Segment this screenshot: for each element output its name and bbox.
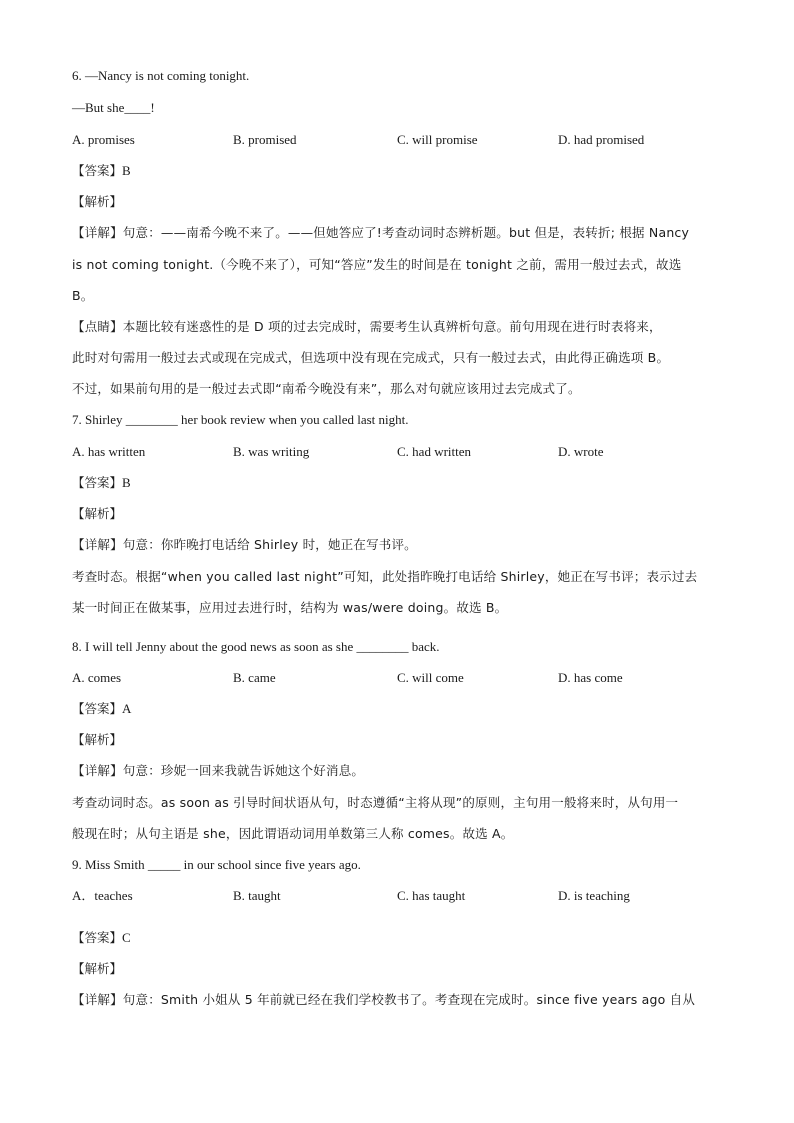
q6-answer: B: [122, 163, 131, 178]
q7-option-c: C. had written: [397, 444, 472, 459]
q8-answer: A: [122, 701, 132, 716]
q8-analysis-label: 【解析】: [72, 732, 123, 747]
q6-answer-label: 【答案】: [72, 163, 123, 178]
q7-detail-line-3: 某一时间正在做某事，应用过去进行时，结构为 was/were doing。故选 B。: [72, 600, 508, 615]
q6-note-line-2: 此时对句需用一般过去式或现在完成式，但选项中没有现在完成式，只有一般过去式，由此得正确选项 B。: [72, 350, 670, 365]
q9-option-a: A．teaches: [72, 888, 133, 903]
q9-answer-label: 【答案】: [72, 930, 123, 945]
q7-answer: B: [122, 475, 131, 490]
q6-stem-reply: —But she____!: [72, 100, 155, 115]
q6-analysis-label: 【解析】: [72, 194, 123, 209]
q7-detail-line-2: 考查时态。根据“when you called last night”可知，此处指昨晚打电话给 Shirley，她正在写书评；表示过去: [72, 569, 698, 584]
q6-option-b: B. promised: [233, 132, 297, 147]
q7-option-d: D. wrote: [558, 444, 604, 459]
q9-answer: C: [122, 930, 131, 945]
q9-stem: 9. Miss Smith _____ in our school since five years ago.: [72, 857, 361, 872]
q9-option-c: C. has taught: [397, 888, 466, 903]
q6-stem: 6. —Nancy is not coming tonight.: [72, 68, 250, 83]
q6-note-line-1: 【点睛】本题比较有迷惑性的是 D 项的过去完成时，需要考生认真辨析句意。前句用现在进行时表将来，: [72, 319, 662, 334]
q8-detail-line-1: 【详解】句意：珍妮一回来我就告诉她这个好消息。: [72, 763, 365, 778]
q7-stem: 7. Shirley ________ her book review when you called last night.: [72, 412, 409, 427]
q8-option-a: A. comes: [72, 670, 122, 685]
q8-answer-line: [72, 700, 131, 718]
q6-option-c: C. will promise: [397, 132, 478, 147]
q8-detail-line-2: 考查动词时态。as soon as 引导时间状语从句，时态遵循“主将从现”的原则，主句用一般将来时，从句用一: [72, 795, 679, 810]
q6-detail-line-2: is not coming tonight.（今晚不来了），可知“答应”发生的时间是在 tonight 之前，需用一般过去式，故选: [72, 257, 682, 272]
q9-option-d: D. is teaching: [558, 888, 630, 903]
q8-option-b: B. came: [233, 670, 276, 685]
q9-detail-line-1: 【详解】句意：Smith 小姐从 5 年前就已经在我们学校教书了。考查现在完成时。since five years ago 自从: [72, 992, 696, 1007]
q8-detail-line-3: 般现在时；从句主语是 she，因此谓语动词用单数第三人称 comes。故选 A。: [72, 826, 514, 841]
q7-answer-line: [72, 474, 131, 492]
q6-answer-line: [72, 162, 131, 180]
q7-detail-line-1: 【详解】句意：你昨晚打电话给 Shirley 时，她正在写书评。: [72, 537, 417, 552]
q8-answer-label: 【答案】: [72, 701, 123, 716]
q8-option-c: C. will come: [397, 670, 464, 685]
q7-answer-label: 【答案】: [72, 475, 123, 490]
q7-analysis-label: 【解析】: [72, 506, 123, 521]
q6-detail-line-3: B。: [72, 288, 94, 303]
q6-option-d: D. had promised: [558, 132, 645, 147]
q6-note-line-3: 不过，如果前句用的是一般过去式即“南希今晚没有来”，那么对句就应该用过去完成式了。: [72, 381, 581, 396]
q7-option-a: A. has written: [72, 444, 146, 459]
q6-detail-line-1: 【详解】句意：——南希今晚不来了。——但她答应了!考查动词时态辨析题。but 但是，表转折; 根据 Nancy: [72, 225, 690, 240]
q6-option-a: A. promises: [72, 132, 135, 147]
q9-answer-line: [72, 929, 131, 947]
q8-stem: 8. I will tell Jenny about the good news as soon as she ________ back.: [72, 639, 440, 654]
q9-option-b: B. taught: [233, 888, 281, 903]
q9-analysis-label: 【解析】: [72, 961, 123, 976]
q7-option-b: B. was writing: [233, 444, 310, 459]
q8-option-d: D. has come: [558, 670, 623, 685]
